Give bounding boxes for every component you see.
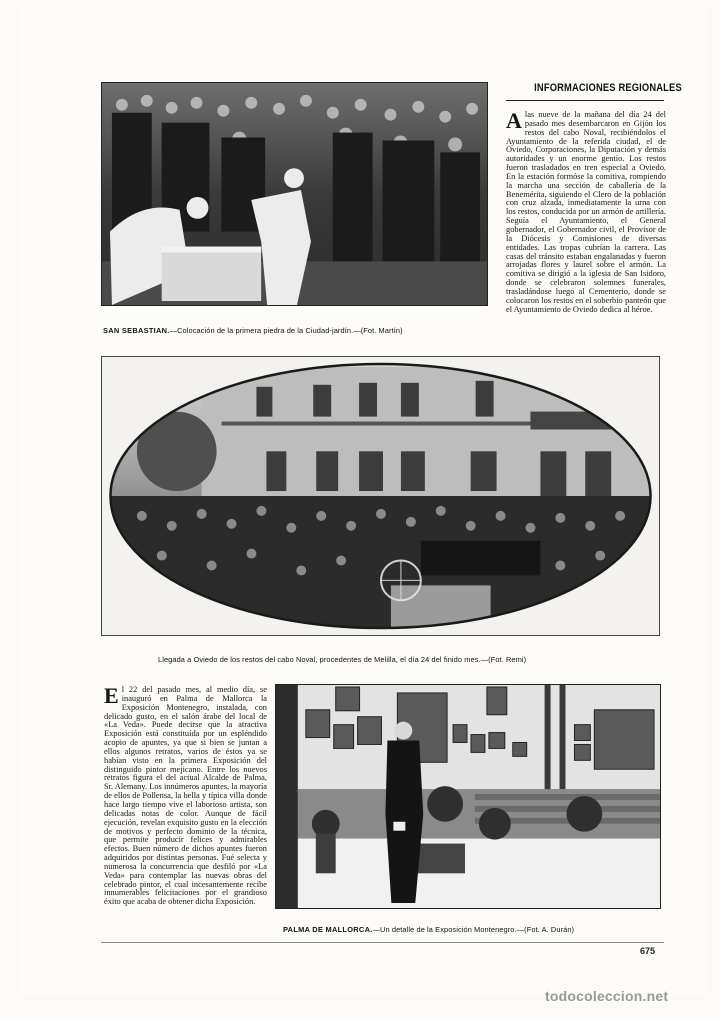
watermark: todocoleccion.net: [545, 988, 669, 1004]
dropcap: A: [506, 108, 522, 133]
dropcap: E: [104, 683, 119, 708]
section-title: INFORMACIONES REGIONALES: [534, 82, 682, 94]
article-oviedo: [506, 108, 666, 314]
caption-text: —Colocación de la primera piedra de la Ciudad-jardín.—(Fot. Martín): [169, 326, 403, 335]
caption-oviedo: [158, 655, 526, 664]
caption-text: Llegada a Oviedo de los restos del cabo Noval, procedentes de Melilla, el día 24 del finido mes.—(Fot. Remi): [158, 655, 527, 664]
photo-palma: [275, 684, 661, 909]
title-divider: [506, 100, 664, 101]
article-palma: [104, 683, 267, 907]
caption-palma: [283, 925, 574, 934]
caption-place: PALMA DE MALLORCA.: [283, 925, 373, 934]
page-number: 675: [640, 946, 656, 956]
footer-divider: [101, 942, 664, 943]
article-text: l 22 del pasado mes, al medio día, se inauguró en Palma de Mallorca la Exposición Montenegro, instalada, con delicado gusto, en el salón árabe del local de «La Veda». Puede decirse que la atractiva Exposición está constituída por un espléndido acopio de apuntes, ya que si bien se juntan a ellos algunos retratos, varios de éstos ya se habían visto en la primera Exposición del distinguido pintor mejicano. Entre los nuevos retratos figura el del actual Alcalde de Palma, Sr. Alemany. Los innúmeros apuntes, la mayoría de ellos de Pollensa, la bella y típica villa donde hace largo tiempo vive el laborioso artista, son delicadas notas de color. Aunque de fácil ejecución, revelan exquisito gusto en la elección de motivos y perfecto dominio de la técnica, que permite producir felices y admirables efectos. Buen número de dichos apuntes fueron adquiridos por distintas personas. Fué selecta y numerosa la concurrencia que desfiló por «La Veda» para contemplar las nuevas obras del celebrado pintor, el cual incesantemente recibe innumerables felicitaciones por el grandioso éxito que acaba de obtener dicha Exposición.: [104, 685, 267, 907]
photo-san-sebastian: [101, 82, 488, 306]
caption-san-sebastian: [103, 326, 403, 335]
caption-place: SAN SEBASTIAN.: [103, 326, 170, 335]
photo-oviedo: [101, 356, 660, 636]
caption-text: —Un detalle de la Exposición Montenegro.—(Fot. A. Durán): [372, 925, 575, 934]
article-text: las nueve de la mañana del día 24 del pasado mes desembarcaron en Gijón los restos del cabo Noval, recibiéndolos el Ayuntamiento de la referida ciudad, el de Oviedo, Corporaciones, la Diputación y demás autoridades y un enorme gentío. Los restos fueron trasladados en tren especial a Oviedo. En la estación formóse la comitiva, rompiendo la marcha una sección de caballería de la Benemérita, siguiendo el Clero de la población con cruz alzada, inmediatamente la urna con los restos, conducida por un armón de artillería. Seguía el Ayuntamiento, el General gobernador, el Gobernador civil, el Provisor de la Diócesis y Comisiones de diversas entidades. Las tropas cubrían la carrera. Las casas del tránsito estaban engalanadas y fueron arrojadas flores y laurel sobre el armón. La comitiva se dirigió a la iglesia de San Isidoro, donde se celebraron solemnes funerales, trasladándose luego al Cementerio, donde se colocaron los restos en el soberbio panteón que el Ayuntamiento de Oviedo dedica al héroe.: [506, 110, 666, 314]
